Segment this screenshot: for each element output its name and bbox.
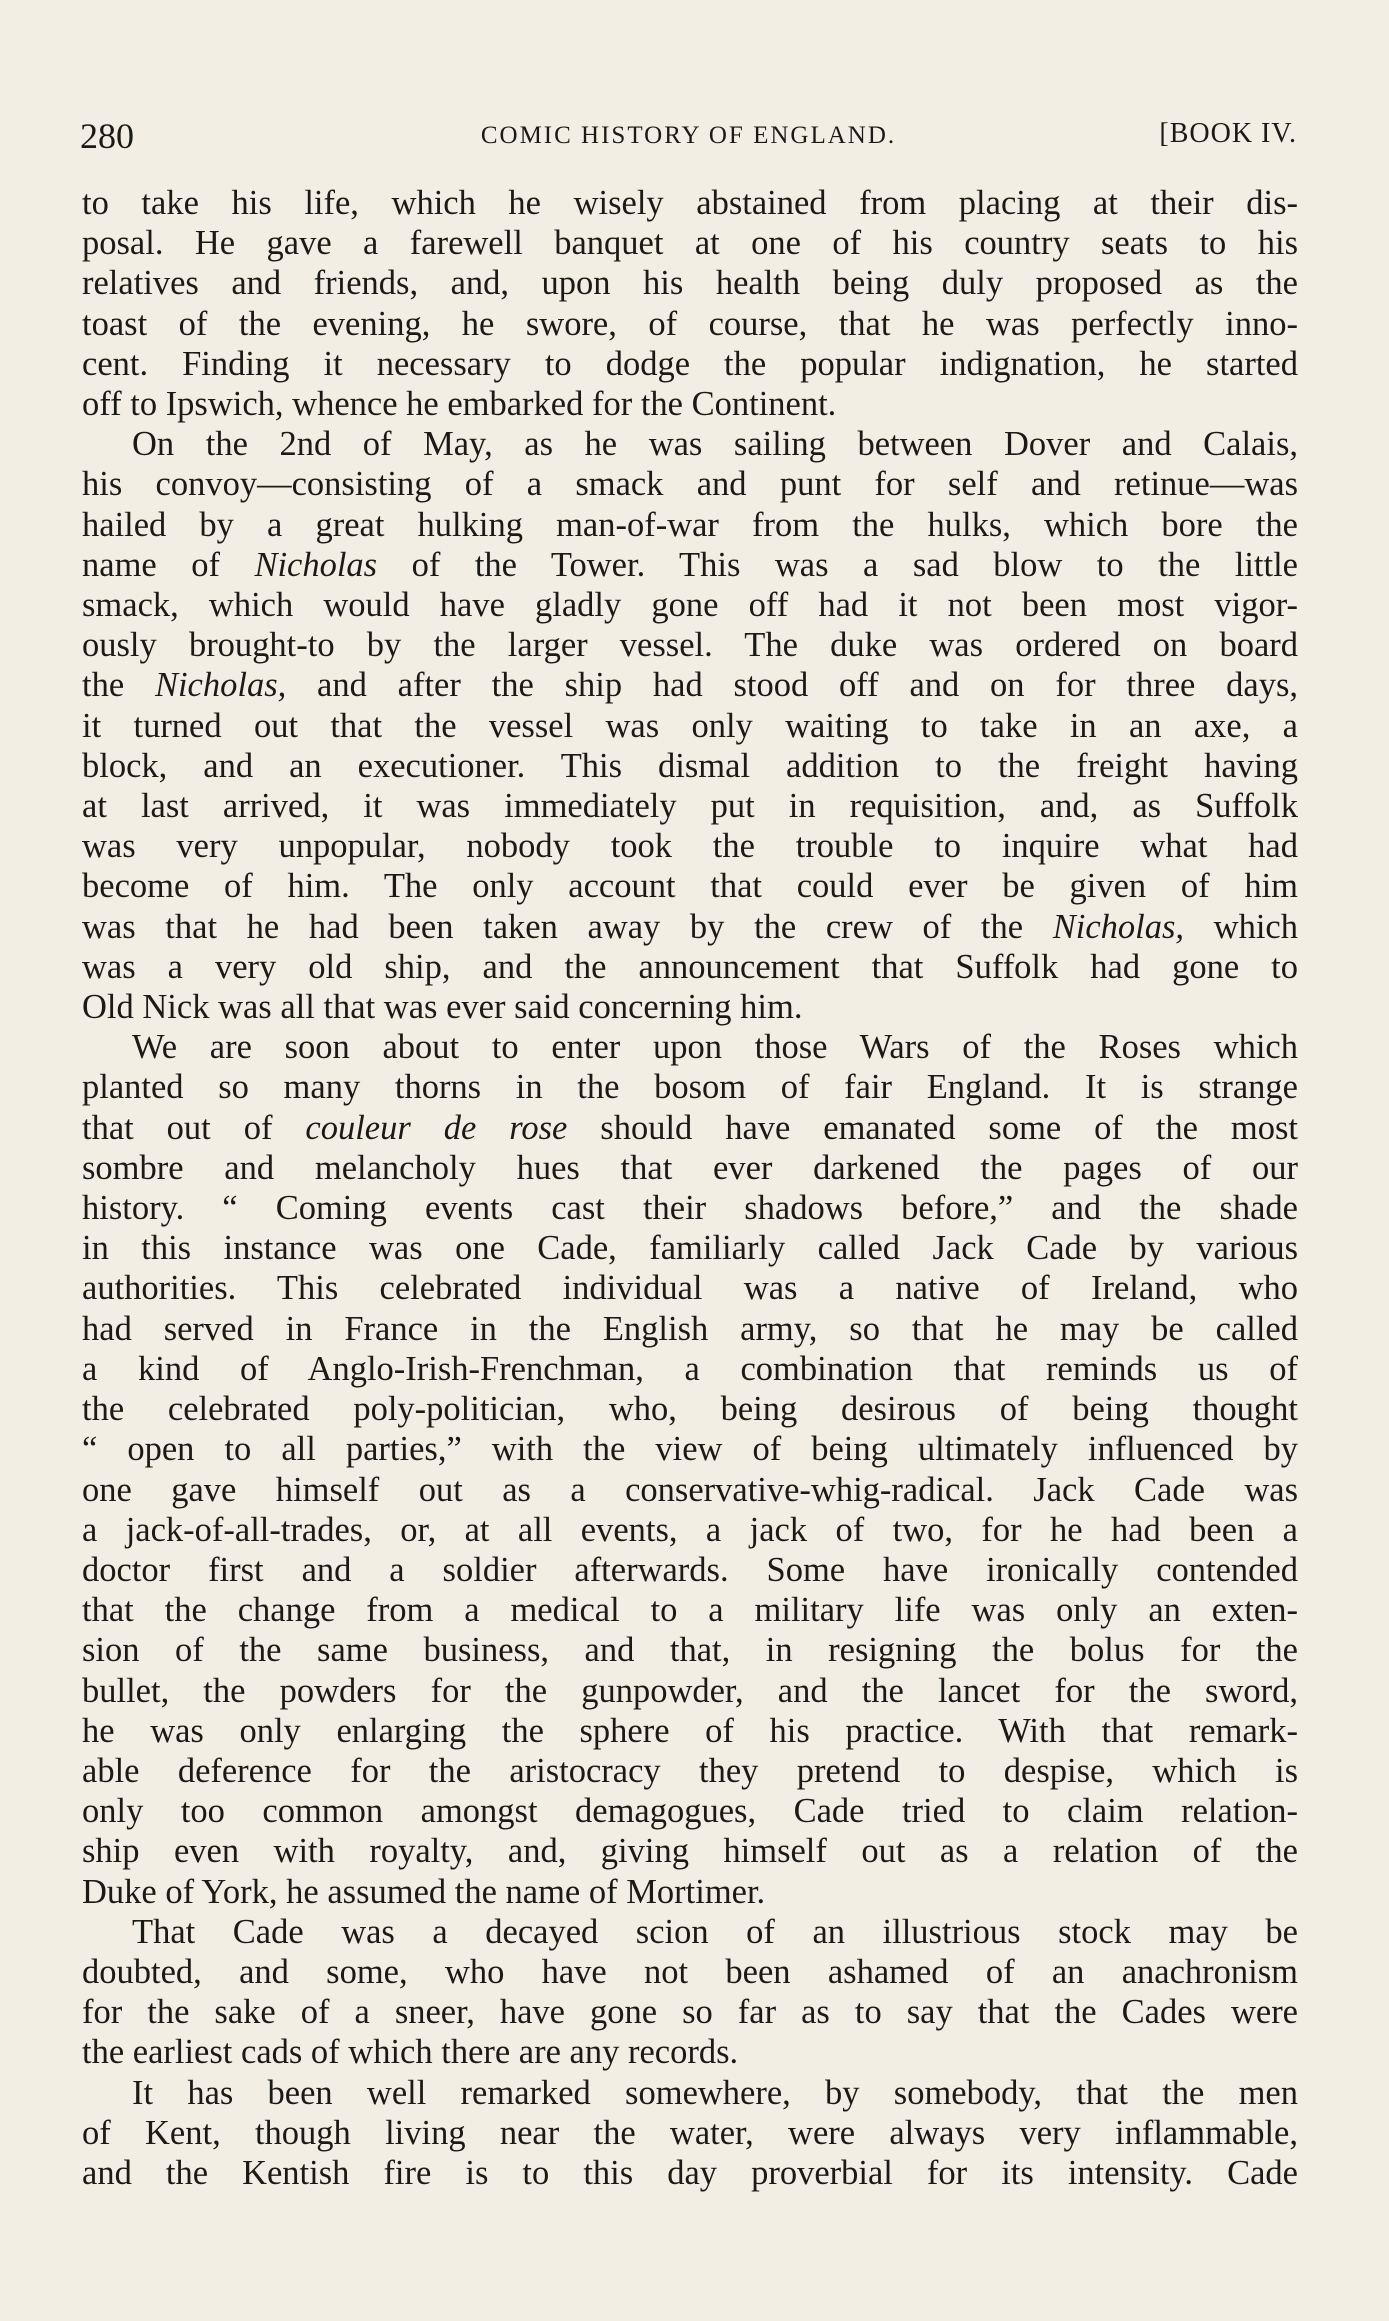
text-line: the earliest cads of which there are any records. (82, 2033, 739, 2072)
text-line: of Kent, though living near the water, were always very inflammable, (82, 2113, 1298, 2152)
text-line: ously brought-to by the larger vessel. The duke was ordered on board (82, 626, 1298, 665)
text-line: and the Kentish fire is to this day proverbial for its intensity. Cade (82, 2153, 1298, 2192)
text-line: doubted, and some, who have not been ashamed of an anachronism (82, 1952, 1298, 1991)
text-line: was a very old ship, and the announcement that Suffolk had gone to (82, 947, 1298, 986)
text-line: history. “ Coming events cast their shadows before,” and the shade (82, 1189, 1298, 1228)
text-line: cent. Finding it necessary to dodge the popular indignation, he started (82, 344, 1298, 383)
text-line: bullet, the powders for the gunpowder, and the lancet for the sword, (82, 1671, 1298, 1710)
text-line: relatives and friends, and, upon his health being duly proposed as the (82, 264, 1298, 303)
text-line: had served in France in the English army, so that he may be called (82, 1309, 1298, 1348)
text-line: sion of the same business, and that, in resigning the bolus for the (82, 1631, 1298, 1670)
text-line: block, and an executioner. This dismal addition to the freight having (82, 746, 1298, 785)
text-line: Duke of York, he assumed the name of Mortimer. (82, 1872, 766, 1911)
paragraph (82, 2073, 1298, 2194)
running-title: COMIC HISTORY OF ENGLAND. (480, 122, 897, 149)
text-line: Old Nick was all that was ever said concerning him. (82, 988, 803, 1027)
text-line: that the change from a medical to a military life was only an exten- (82, 1591, 1298, 1630)
text-line: We are soon about to enter upon those Wars of the Roses which (132, 1028, 1298, 1067)
running-head (80, 112, 1297, 160)
text-line: doctor first and a soldier afterwards. Some have ironically contended (82, 1550, 1298, 1589)
paragraph (82, 424, 1298, 1027)
text-line: he was only enlarging the sphere of his practice. With that remark- (82, 1711, 1298, 1750)
text-line: That Cade was a decayed scion of an illustrious stock may be (132, 1912, 1298, 1951)
text-line: a kind of Anglo-Irish-Frenchman, a combination that reminds us of (82, 1349, 1298, 1388)
text-line: smack, which would have gladly gone off had it not been most vigor- (82, 586, 1298, 625)
text-line: the celebrated poly-politician, who, being desirous of being thought (82, 1390, 1298, 1429)
text-line: “ open to all parties,” with the view of being ultimately influenced by (82, 1430, 1298, 1469)
text-line: become of him. The only account that could ever be given of him (82, 867, 1298, 906)
text-line: able deference for the aristocracy they pretend to despise, which is (82, 1751, 1298, 1790)
text-line: off to Ipswich, whence he embarked for the Continent. (82, 385, 837, 424)
text-line: at last arrived, it was immediately put in requisition, and, as Suffolk (82, 787, 1298, 826)
book-section-label: [BOOK IV. (1159, 118, 1297, 149)
text-line: in this instance was one Cade, familiarly called Jack Cade by various (82, 1229, 1298, 1268)
text-line: only too common amongst demagogues, Cade tried to claim relation- (82, 1792, 1298, 1831)
text-line: name of Nicholas of the Tower. This was a sad blow to the little (82, 545, 1298, 584)
text-line: the Nicholas, and after the ship had stood off and on for three days, (82, 666, 1298, 705)
text-line: On the 2nd of May, as he was sailing between Dover and Calais, (132, 425, 1298, 464)
text-line: that out of couleur de rose should have emanated some of the most (82, 1108, 1299, 1147)
text-line: was very unpopular, nobody took the trouble to inquire what had (82, 827, 1298, 866)
text-line: sombre and melancholy hues that ever darkened the pages of our (82, 1148, 1298, 1187)
text-line: authorities. This celebrated individual was a native of Ireland, who (82, 1269, 1298, 1308)
paragraph (82, 1027, 1298, 1911)
text-line: to take his life, which he wisely abstained from placing at their dis- (82, 184, 1298, 222)
body-text (82, 183, 1298, 2193)
text-line: planted so many thorns in the bosom of fair England. It is strange (82, 1068, 1298, 1107)
page-number: 280 (80, 116, 134, 156)
text-line: his convoy—consisting of a smack and punt for self and retinue—was (82, 465, 1298, 504)
text-line: hailed by a great hulking man-of-war from the hulks, which bore the (82, 505, 1298, 544)
text-line: toast of the evening, he swore, of course, that he was perfectly inno- (82, 304, 1298, 343)
text-line: ship even with royalty, and, giving himself out as a relation of the (82, 1832, 1298, 1871)
text-line: It has been well remarked somewhere, by somebody, that the men (132, 2073, 1298, 2112)
text-line: was that he had been taken away by the crew of the Nicholas, which (82, 907, 1298, 946)
text-line: one gave himself out as a conservative-whig-radical. Jack Cade was (82, 1470, 1298, 1509)
text-line: for the sake of a sneer, have gone so far as to say that the Cades were (82, 1993, 1298, 2032)
text-line: a jack-of-all-trades, or, at all events, a jack of two, for he had been a (82, 1510, 1298, 1549)
text-line: it turned out that the vessel was only waiting to take in an axe, a (82, 706, 1298, 745)
paragraph (82, 183, 1298, 424)
paragraph (82, 1912, 1298, 2073)
text-line: posal. He gave a farewell banquet at one of his country seats to his (82, 224, 1298, 263)
